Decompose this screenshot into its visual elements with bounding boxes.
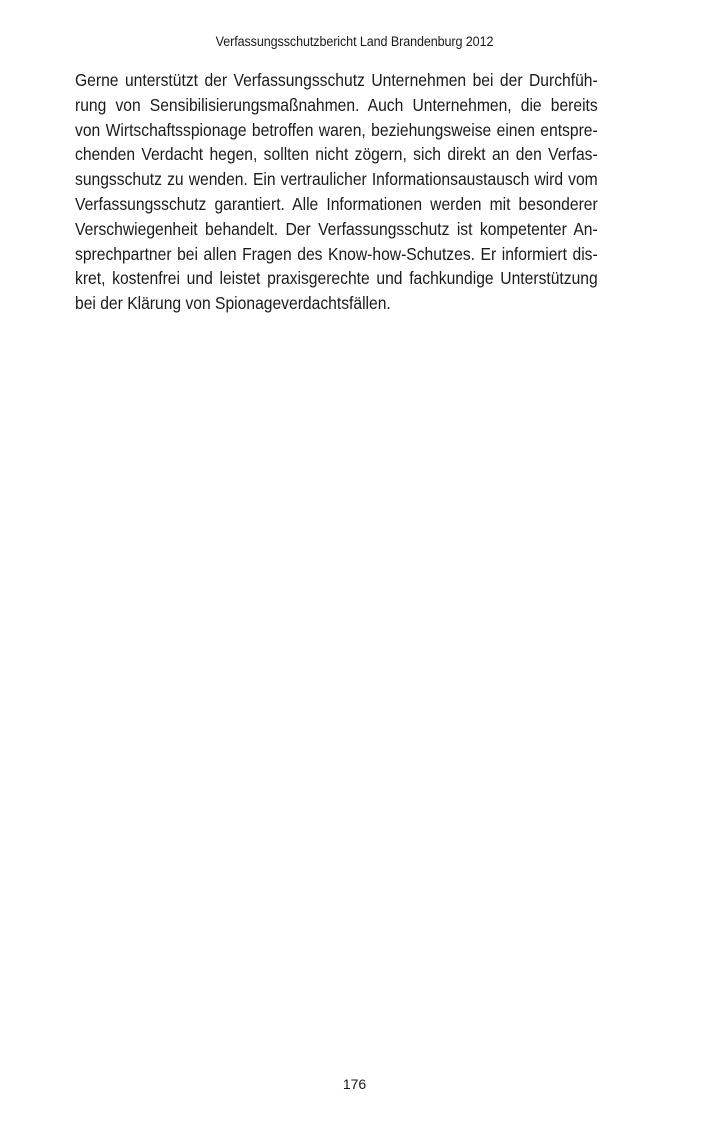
body-paragraph: [75, 68, 598, 316]
page-number: 176: [342, 1076, 367, 1092]
paragraph-line: bei der Klärung von Spionageverdachtsfällen.: [75, 293, 391, 314]
paragraph-line: chenden Verdacht hegen, sollten nicht zögern, sich direkt an den Verfas-: [75, 144, 598, 165]
running-header: Verfassungsschutzbericht Land Brandenburg 2012: [215, 34, 494, 49]
paragraph-line: Verfassungsschutz garantiert. Alle Informationen werden mit besonderer: [75, 193, 598, 214]
paragraph-line: Verschwiegenheit behandelt. Der Verfassungsschutz ist kompetenter An-: [75, 218, 598, 239]
paragraph-line: rung von Sensibilisierungsmaßnahmen. Auch Unternehmen, die bereits: [75, 94, 598, 115]
paragraph-line: kret, kostenfrei und leistet praxisgerechte und fachkundige Unterstützung: [75, 268, 598, 289]
paragraph-line: sprechpartner bei allen Fragen des Know-how-Schutzes. Er informiert dis-: [75, 243, 598, 264]
paragraph-line: Gerne unterstützt der Verfassungsschutz Unternehmen bei der Durchfüh-: [75, 70, 598, 90]
paragraph-line: sungsschutz zu wenden. Ein vertraulicher Informationsaustausch wird vom: [75, 169, 598, 190]
paragraph-line: von Wirtschaftsspionage betroffen waren, beziehungsweise einen entspre-: [75, 119, 598, 140]
